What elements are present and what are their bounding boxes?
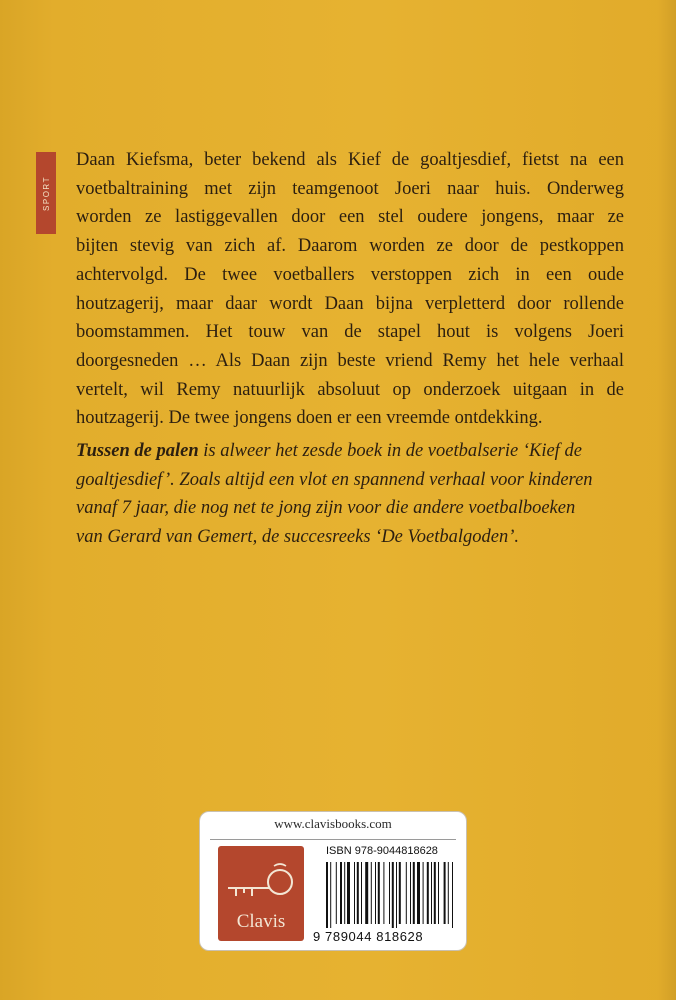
barcode-bar (375, 862, 376, 924)
barcode-bar (357, 862, 359, 924)
promo-line: van Gerard van Gemert, de succesreeks ‘De Voetbalgoden’. (76, 527, 519, 548)
promo-line: vanaf 7 jaar, die nog net te jong zijn voor die andere voetbalboeken (76, 498, 576, 519)
barcode-bar (444, 862, 446, 924)
barcode-bar (336, 862, 337, 924)
barcode-bar (361, 862, 362, 924)
synopsis-line: vertelt, wil Remy natuurlijk absoluut op onderzoek uitgaan in de (76, 379, 624, 400)
barcode-bar (410, 862, 411, 924)
sport-category-label: SPORT (41, 175, 51, 211)
barcode-bar (413, 862, 415, 924)
publisher-website: www.clavisbooks.com (274, 816, 392, 831)
isbn-number: ISBN 978-9044818628 (326, 845, 438, 857)
barcode-bar (354, 862, 355, 924)
book-title: Tussen de palen (76, 441, 199, 461)
barcode-bar (365, 862, 368, 924)
key-icon (224, 852, 298, 908)
barcode-bar (438, 862, 439, 924)
barcode-bar (383, 862, 384, 924)
synopsis-line: boomstammen. Het touw van de stapel hout is volgens Joeri (76, 322, 624, 343)
label-divider (210, 839, 456, 840)
barcode-bar (396, 862, 397, 928)
barcode-bar (340, 862, 342, 924)
barcode-bar (406, 862, 407, 924)
barcode-bar (371, 862, 372, 924)
barcode-bar (392, 862, 394, 928)
cover-edge-shadow (658, 0, 676, 1000)
barcode-bar (399, 862, 401, 924)
barcode-bar (389, 862, 390, 924)
barcode-bar (448, 862, 449, 924)
barcode-bar (452, 862, 453, 928)
barcode-digits: 9 789044 818628 (313, 929, 424, 944)
synopsis-line: voetbaltraining met zijn teamgenoot Joeri naar huis. Onderweg (76, 178, 624, 199)
promo-line-rest: is alweer het zesde boek in de voetbalserie ‘Kief de (198, 441, 582, 461)
barcode-bar (423, 862, 424, 924)
series-promo-text (76, 437, 636, 552)
publisher-label-box (199, 811, 467, 951)
barcode-bar (344, 862, 345, 924)
synopsis-line: bijten stevig van zich af. Daarom worden ze door de pestkoppen (76, 236, 624, 257)
barcode-bar (434, 862, 436, 924)
synopsis-line: houtzagerij, maar daar wordt Daan bijna verpletterd door rollende (76, 293, 624, 314)
synopsis-line: Daan Kiefsma, beter bekend als Kief de goaltjesdief, fietst na een (76, 150, 624, 170)
promo-line: goaltjesdief’. Zoals altijd een vlot en spannend verhaal voor kinderen (76, 469, 593, 490)
barcode-bar (427, 862, 429, 924)
synopsis-line: achtervolgd. De twee voetballers verstoppen zich in een oude (76, 264, 624, 285)
barcode-bar (417, 862, 420, 924)
barcode-bar (330, 862, 331, 928)
publisher-logo-text: Clavis (236, 911, 286, 932)
barcode (326, 862, 454, 928)
barcode-bar (431, 862, 432, 924)
synopsis-line: worden ze lastiggevallen door een stel oudere jongens, maar ze (76, 207, 624, 228)
synopsis-line: doorgesneden … Als Daan zijn beste vriend Remy het hele verhaal (76, 350, 624, 371)
synopsis-text (76, 146, 624, 433)
sport-category-tab (36, 152, 56, 234)
synopsis-line: houtzagerij. De twee jongens doen er een vreemde ontdekking. (76, 408, 543, 429)
barcode-bar (326, 862, 328, 928)
barcode-bar (378, 862, 380, 924)
promo-line (76, 437, 636, 466)
barcode-bar (347, 862, 350, 924)
clavis-logo (218, 846, 304, 941)
